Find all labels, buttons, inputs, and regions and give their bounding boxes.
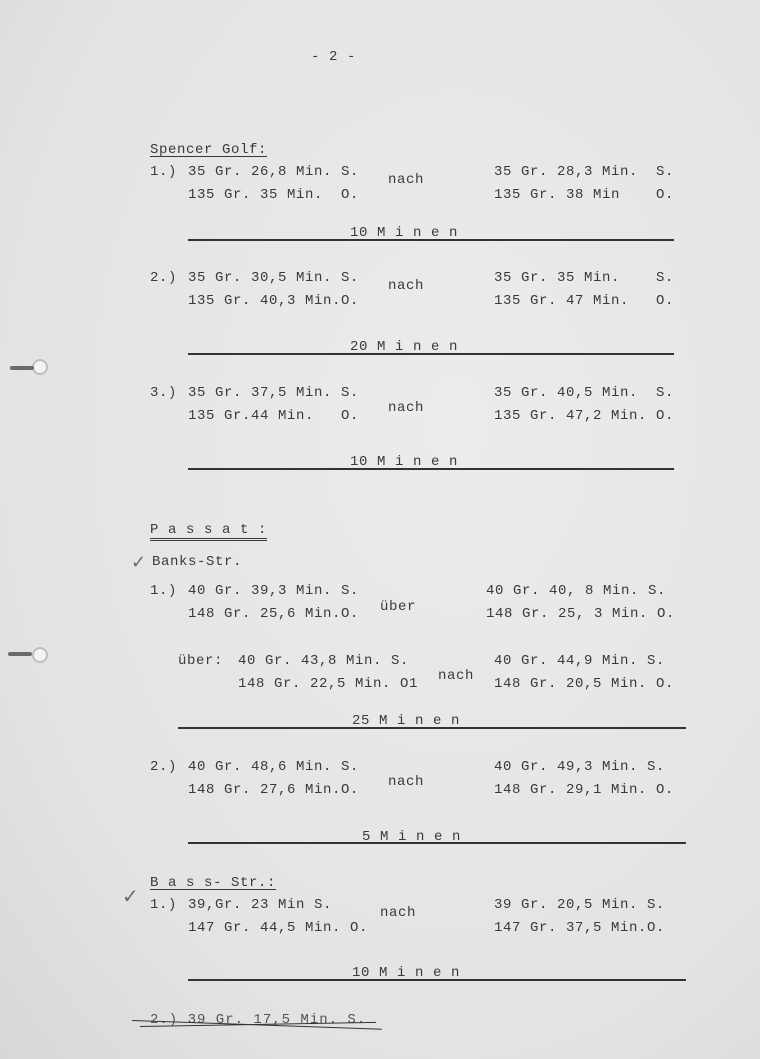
to-lat: 35 Gr. 28,3 Min. S. [494, 164, 675, 180]
mines-count: 5 M i n e n [362, 829, 462, 845]
entry-number: 2.) [150, 270, 178, 286]
from-lon: 135 Gr. 35 Min. O. [188, 187, 360, 203]
checkmark-icon: ✓ [131, 552, 147, 573]
direction-word: über [380, 599, 417, 615]
to-lon: 148 Gr. 25, 3 Min. O. [486, 606, 676, 622]
to-lon: 135 Gr. 38 Min O. [494, 187, 675, 203]
to-lat: 40 Gr. 44,9 Min. S. [494, 653, 666, 669]
entry-number: 1.) [150, 164, 178, 180]
punch-mark-top [10, 366, 34, 370]
punch-mark-bottom [8, 652, 32, 656]
mines-count: 10 M i n e n [350, 225, 459, 241]
direction-word: nach [438, 668, 475, 684]
direction-word: nach [380, 905, 417, 921]
entry-number: 3.) [150, 385, 178, 401]
direction-word: nach [388, 400, 425, 416]
section-heading-passat: P a s s a t : [150, 522, 267, 541]
from-lat: 40 Gr. 39,3 Min. S. [188, 583, 360, 599]
from-lon: 135 Gr. 40,3 Min.O. [188, 293, 360, 309]
to-lat: 35 Gr. 40,5 Min. S. [494, 385, 675, 401]
divider-rule [188, 239, 674, 241]
direction-word: nach [388, 774, 425, 790]
divider-rule [188, 468, 674, 470]
to-lon: 147 Gr. 37,5 Min.O. [494, 920, 666, 936]
to-lon: 135 Gr. 47 Min. O. [494, 293, 675, 309]
from-lat: 40 Gr. 43,8 Min. S. [238, 653, 410, 669]
struck-out-line: 2.) 39 Gr. 17,5 Min. S. [150, 1012, 367, 1028]
from-lon: 148 Gr. 25,6 Min.O. [188, 606, 360, 622]
from-lat: 35 Gr. 30,5 Min. S. [188, 270, 360, 286]
from-lon: 148 Gr. 27,6 Min.O. [188, 782, 360, 798]
via-label: über: [178, 653, 224, 669]
to-lon: 148 Gr. 20,5 Min. O. [494, 676, 675, 692]
section-heading-spencer: Spencer Golf: [150, 142, 268, 158]
direction-word: nach [388, 172, 425, 188]
to-lat: 40 Gr. 49,3 Min. S. [494, 759, 666, 775]
entry-number: 1.) [150, 583, 178, 599]
mines-count: 10 M i n e n [350, 454, 459, 470]
to-lon: 135 Gr. 47,2 Min. O. [494, 408, 675, 424]
mines-count: 10 M i n e n [352, 965, 461, 981]
section-subheading-banks: Banks-Str. [152, 554, 243, 570]
from-lat: 35 Gr. 26,8 Min. S. [188, 164, 360, 180]
divider-rule [188, 979, 686, 981]
page-number: - 2 - [311, 49, 357, 65]
mines-count: 25 M i n e n [352, 713, 461, 729]
from-lat: 39,Gr. 23 Min S. [188, 897, 333, 913]
punch-hole-bottom [32, 647, 48, 663]
from-lon: 148 Gr. 22,5 Min. O1 [238, 676, 419, 692]
direction-word: nach [388, 278, 425, 294]
checkmark-icon: ✓ [122, 884, 139, 908]
section-heading-bass: B a s s- Str.: [150, 875, 277, 891]
entry-number: 1.) [150, 897, 178, 913]
from-lat: 40 Gr. 48,6 Min. S. [188, 759, 360, 775]
divider-rule [178, 727, 686, 729]
to-lat: 39 Gr. 20,5 Min. S. [494, 897, 666, 913]
punch-hole-top [32, 359, 48, 375]
divider-rule [188, 353, 674, 355]
to-lat: 40 Gr. 40, 8 Min. S. [486, 583, 667, 599]
from-lon: 135 Gr.44 Min. O. [188, 408, 360, 424]
divider-rule [188, 842, 686, 844]
from-lat: 35 Gr. 37,5 Min. S. [188, 385, 360, 401]
from-lon: 147 Gr. 44,5 Min. O. [188, 920, 369, 936]
mines-count: 20 M i n e n [350, 339, 459, 355]
to-lon: 148 Gr. 29,1 Min. O. [494, 782, 675, 798]
to-lat: 35 Gr. 35 Min. S. [494, 270, 675, 286]
entry-number: 2.) [150, 759, 178, 775]
